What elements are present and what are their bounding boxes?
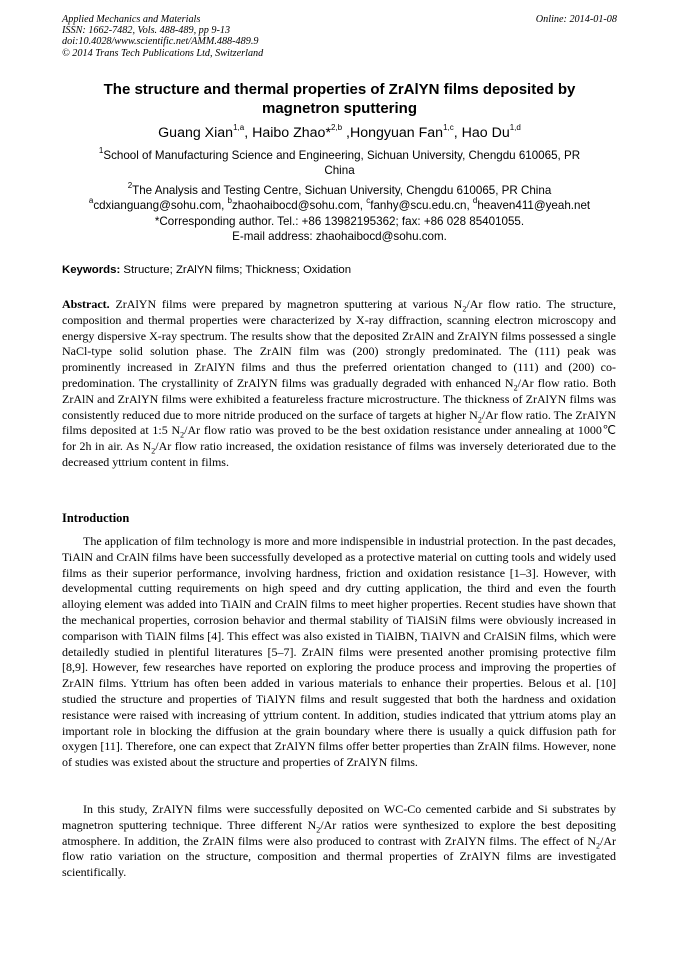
online-date: Online: 2014-01-08: [535, 14, 617, 25]
subscript: 2: [180, 430, 185, 440]
journal-name: Applied Mechanics and Materials: [62, 14, 201, 25]
email-mark: d: [472, 196, 478, 206]
affiliation-1: [62, 146, 617, 178]
paper-title: [62, 80, 617, 118]
affiliation-mark: 2: [127, 181, 133, 191]
abstract-text: /Ar flow ratio was proved to be the best oxidation resistance under annealing at 1000℃ for 2h in air. As N: [62, 423, 616, 454]
subscript: 2: [596, 840, 600, 850]
issn-line: ISSN: 1662-7482, Vols. 488-489, pp 9-13: [62, 25, 231, 37]
author-list: [62, 124, 617, 142]
affiliation-text: The Analysis and Testing Centre, Sichuan University, Chengdu 610065, PR China: [132, 184, 552, 197]
author-name: Hao Du: [461, 125, 510, 141]
author-affiliation-mark: 1,d: [509, 123, 521, 133]
affiliation-text: School of Manufacturing Science and Engineering, Sichuan University, Chengdu 610065, PR: [103, 149, 581, 162]
subscript: 2: [316, 825, 321, 835]
paragraph-text: In this study, ZrAlYN films were successfully deposited on WC-Co cemented carbide and Si substrates by magnetron sputtering technique. Three different N: [62, 802, 616, 832]
affiliation-mark: 1: [98, 146, 104, 156]
paragraph-text: /Ar flow ratio variation on the structure, composition and thermal properties of ZrAlYN films are investigated scientifically.: [62, 833, 616, 880]
abstract-text: /Ar flow ratio. Both ZrAlN and ZrAlYN films were exhibited a featureless fracture microstructure. The thickness of ZrAlYN films was consistently reduced due to more nitride produced on the surface of targets at higher N: [62, 375, 617, 422]
author-separator: ,: [453, 125, 462, 141]
email-mark: a: [88, 196, 94, 206]
email-link[interactable]: zhaohaibocd@sohu.com,: [232, 199, 367, 212]
abstract-text: /Ar flow ratio. The structure, composition and thermal properties were characterized by X-ray diffraction, scanning electron microscopy and energy dispersive X-ray spectrum. The results show that the deposited ZrAlN and ZrAlYN films possessed a single NaCl-type solid solution phase. The ZrAlN film was (200) strongly predominated. The (111) peak was prominently increased in ZrAlYN films and thus the preferred orientation changed to (111) and (200) co-predomination. The crystallinity of ZrAlYN films was gradually degraded with enhanced N: [62, 297, 617, 390]
email-mark: c: [366, 196, 371, 206]
intro-paragraph-2: [62, 802, 616, 881]
section-heading-introduction: Introduction: [62, 511, 130, 525]
copyright-line: © 2014 Trans Tech Publications Ltd, Switzerland: [62, 47, 264, 59]
author-name: Haibo Zhao*: [252, 125, 331, 141]
email-mark: b: [227, 196, 232, 206]
subscript: 2: [462, 304, 467, 314]
journal-header: [62, 14, 617, 59]
keywords-label: Keywords:: [62, 264, 121, 276]
abstract-text: /Ar flow ratio increased, the oxidation resistance of films was inversely deteriorated due to the decreased yttrium content in films.: [62, 439, 616, 469]
keywords-text: Structure; ZrAlYN films; Thickness; Oxidation: [120, 264, 352, 276]
title-line-1: The structure and thermal properties of ZrAlYN films deposited by: [103, 81, 576, 98]
author-separator: ,: [342, 125, 350, 141]
corresponding-email: E-mail address: zhaohaibocd@sohu.com.: [232, 230, 447, 243]
paragraph-text: /Ar ratios were synthesized to explore the best depositing atmosphere. In addition, the ZrAlN films were also produced to contrast with ZrAlYN films. The effect of N: [62, 817, 616, 848]
author-affiliation-mark: 1,c: [443, 123, 454, 133]
author-emails: [62, 196, 617, 214]
subscript: 2: [477, 414, 482, 424]
abstract-text: /Ar flow ratio. The ZrAlYN films deposited at 1:5 N: [62, 407, 616, 438]
email-link[interactable]: heaven411@yeah.net: [477, 199, 591, 212]
email-link[interactable]: fanhy@scu.edu.cn,: [370, 199, 473, 212]
abstract: [62, 297, 616, 471]
email-link[interactable]: cdxianguang@sohu.com,: [93, 199, 228, 212]
doi-line: doi:10.4028/www.scientific.net/AMM.488-489.9: [62, 36, 259, 48]
subscript: 2: [513, 383, 518, 393]
affiliation-2: [62, 181, 617, 199]
corresponding-author: *Corresponding author. Tel.: +86 13982195362; fax: +86 028 85401055.: [154, 215, 525, 228]
author-separator: ,: [244, 125, 253, 141]
subscript: 2: [151, 446, 156, 456]
intro-paragraph-1: The application of film technology is more and more indispensible in industrial protection. In the past decades, TiAlN and CrAlN films have been successfully developed as a protective material on cutting tools and widely used films as their superior performance, involving hardness, friction and oxidation resistance [1–3]. However, with developmental cutting requirements on high speed and dry cutting application, the third and even the fourth alloying element was added into TiAlN and CrAlN films to meet higher properties. Recent studies have shown that the mechanical properties, corrosion behavior and thermal stability of TiAlSiN films were obviously increased in comparison with TiAlN films [4]. This effect was also existed in TiAlBN, TiAlVN and CrAlSiN films, which were detailedly studied in plentiful literatures [5–7]. ZrAlN films were presented another promising protective film [8,9]. However, few researches have reported on exploring the produce process and improving the properties of ZrAlN films. Yttrium has often been added in various materials to enhance their properties. Belous et al. [10] studied the structure and properties of TiAlYN films and result suggested that both the hardness and oxidation resistance were raised with increasing of yttrium content. In addition, studies indicated that yttrium atoms play an important role in blocking the diffusion at the grain boundary where there is usually a quick diffusion path for oxygen [11]. Therefore, one can expect that ZrAlYN films offer better properties than ZrAlN films. However, none of studies was existed about the structure and properties of ZrAlYN films.: [62, 534, 616, 770]
author-name: Guang Xian: [158, 125, 234, 141]
author-affiliation-mark: 1,a: [233, 123, 245, 133]
keywords: [62, 263, 617, 277]
author-name: Hongyuan Fan: [349, 125, 444, 141]
affiliation-1-line-1: [62, 146, 617, 164]
title-line-2: magnetron sputtering: [261, 100, 417, 117]
affiliation-1-line-2: China: [324, 163, 355, 177]
abstract-text: ZrAlYN films were prepared by magnetron sputtering at various N: [109, 297, 463, 311]
abstract-label: Abstract.: [62, 297, 110, 311]
author-affiliation-mark: 2,b: [330, 123, 343, 133]
